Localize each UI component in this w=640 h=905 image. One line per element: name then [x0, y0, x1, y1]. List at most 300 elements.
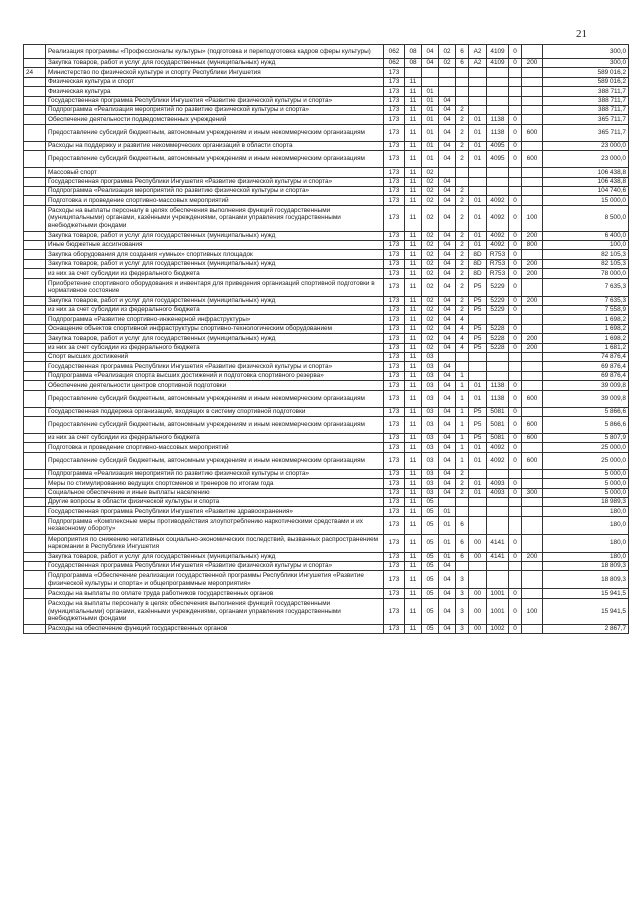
code-subprogram: 2	[456, 196, 469, 205]
row-name: Подпрограмма «Реализация мероприятий по развитию физической культуры и спорта»	[46, 105, 384, 114]
row-name: из них за счет субсидии из федерального бюджета	[46, 306, 384, 315]
table-row	[24, 306, 629, 315]
code-subprogram: 6	[456, 45, 469, 59]
code-direction: 4092	[487, 241, 509, 250]
code-section: 11	[405, 296, 422, 305]
row-name: Расходы на выплаты персоналу в целях обеспечения выполнения функций государственными (муниципальными) органами, казёнными учреждениями, органами управления государственными внебюджетными фондами	[46, 205, 384, 231]
code-gov: 173	[384, 177, 405, 186]
code-gov: 173	[384, 479, 405, 488]
row-name: Другие вопросы в области физической культуры и спорта	[46, 497, 384, 506]
code-subprogram: 2	[456, 186, 469, 195]
code-expense-type	[522, 534, 543, 552]
code-section: 11	[405, 497, 422, 506]
code-main-event	[469, 371, 487, 380]
row-amount: 5 866,6	[543, 407, 629, 416]
code-subprogram	[456, 352, 469, 361]
code-section: 11	[405, 259, 422, 268]
row-amount: 39 009,8	[543, 381, 629, 390]
row-amount: 388 711,7	[543, 105, 629, 114]
code-subprogram: 1	[456, 407, 469, 416]
code-expense-type: 200	[522, 269, 543, 278]
row-amount: 104 740,6	[543, 186, 629, 195]
code-subsection: 04	[422, 59, 439, 68]
code-gov: 173	[384, 390, 405, 407]
row-number	[24, 516, 46, 534]
code-gov: 173	[384, 96, 405, 105]
code-gov: 173	[384, 151, 405, 168]
code-expense-type	[522, 362, 543, 371]
row-amount: 25 000,0	[543, 452, 629, 469]
code-section: 11	[405, 77, 422, 86]
code-extra: 0	[509, 115, 522, 124]
code-gov: 173	[384, 77, 405, 86]
code-main-event: 01	[469, 151, 487, 168]
code-program: 04	[439, 469, 456, 478]
code-section: 11	[405, 186, 422, 195]
row-name: Закупка товаров, работ и услуг для государственных (муниципальных) нужд	[46, 296, 384, 305]
row-amount: 180,0	[543, 516, 629, 534]
code-subprogram	[456, 177, 469, 186]
code-extra	[509, 96, 522, 105]
code-extra: 0	[509, 151, 522, 168]
row-name: Подпрограмма «Реализация спорта высших достижений и подготовка спортивного резерва»	[46, 371, 384, 380]
code-subprogram: 2	[456, 269, 469, 278]
code-subsection: 03	[422, 443, 439, 452]
code-gov: 062	[384, 59, 405, 68]
code-program: 02	[439, 45, 456, 59]
code-section: 11	[405, 598, 422, 624]
row-amount: 1 698,2	[543, 334, 629, 343]
code-expense-type	[522, 87, 543, 96]
row-amount: 5 000,0	[543, 469, 629, 478]
code-subsection: 03	[422, 390, 439, 407]
code-expense-type	[522, 196, 543, 205]
code-extra	[509, 315, 522, 324]
code-expense-type: 200	[522, 343, 543, 352]
code-program: 04	[439, 296, 456, 305]
code-section: 11	[405, 151, 422, 168]
code-subsection: 02	[422, 296, 439, 305]
code-direction: 4093	[487, 488, 509, 497]
row-amount: 78 000,0	[543, 269, 629, 278]
code-main-event	[469, 315, 487, 324]
code-expense-type	[522, 324, 543, 333]
row-amount: 388 711,7	[543, 96, 629, 105]
code-program: 04	[439, 306, 456, 315]
code-subsection: 05	[422, 534, 439, 552]
row-name: Закупка товаров, работ и услуг для государственных (муниципальных) нужд	[46, 59, 384, 68]
code-extra: 0	[509, 479, 522, 488]
code-expense-type: 800	[522, 241, 543, 250]
row-name: Государственная программа Республики Ингушетия «Развитие физической культуры и спорта»	[46, 177, 384, 186]
code-gov: 173	[384, 205, 405, 231]
code-extra: 0	[509, 324, 522, 333]
row-name: Предоставление субсидий бюджетным, автономным учреждениям и иным некоммерческим организациям	[46, 416, 384, 433]
code-expense-type	[522, 115, 543, 124]
row-number	[24, 124, 46, 141]
code-subsection: 02	[422, 278, 439, 296]
code-direction: 1138	[487, 381, 509, 390]
code-expense-type	[522, 168, 543, 177]
table-row	[24, 469, 629, 478]
row-name: Обеспечение деятельности подведомственных учреждений	[46, 115, 384, 124]
code-subsection: 05	[422, 598, 439, 624]
code-section: 11	[405, 507, 422, 516]
row-name: Спорт высших достижений	[46, 352, 384, 361]
code-subsection: 02	[422, 250, 439, 259]
row-number	[24, 196, 46, 205]
code-section: 11	[405, 177, 422, 186]
table-row	[24, 68, 629, 77]
code-gov: 173	[384, 186, 405, 195]
code-main-event	[469, 516, 487, 534]
code-section: 11	[405, 479, 422, 488]
code-gov: 173	[384, 589, 405, 598]
code-gov: 173	[384, 259, 405, 268]
code-direction	[487, 315, 509, 324]
table-row	[24, 59, 629, 68]
code-direction: 4092	[487, 196, 509, 205]
code-expense-type	[522, 407, 543, 416]
code-gov: 173	[384, 343, 405, 352]
code-gov: 173	[384, 269, 405, 278]
row-amount: 388 711,7	[543, 87, 629, 96]
code-subprogram: 4	[456, 315, 469, 324]
code-main-event: 01	[469, 115, 487, 124]
code-extra: 0	[509, 296, 522, 305]
table-row	[24, 296, 629, 305]
code-program: 04	[439, 186, 456, 195]
row-name: Подготовка и проведение спортивно-массовых мероприятий	[46, 443, 384, 452]
code-subsection: 02	[422, 334, 439, 343]
code-main-event	[469, 571, 487, 589]
code-program: 04	[439, 381, 456, 390]
code-subsection: 02	[422, 196, 439, 205]
row-amount: 74 876,4	[543, 352, 629, 361]
code-section: 11	[405, 352, 422, 361]
code-direction: 4095	[487, 141, 509, 150]
row-name: Подпрограмма «Обеспечение реализации государственной программы Республики Ингушетия «Развитие физической культуры и спорта» и общепрограммные мероприятия»	[46, 571, 384, 589]
code-subsection: 03	[422, 416, 439, 433]
code-section: 11	[405, 306, 422, 315]
code-subsection: 02	[422, 259, 439, 268]
code-direction: 4092	[487, 231, 509, 240]
row-amount: 1 698,2	[543, 324, 629, 333]
table-row	[24, 177, 629, 186]
code-extra: 0	[509, 269, 522, 278]
row-number	[24, 231, 46, 240]
code-extra: 0	[509, 488, 522, 497]
row-name: Министерство по физической культуре и спорту Республики Ингушетия	[46, 68, 384, 77]
code-extra	[509, 562, 522, 571]
row-number	[24, 151, 46, 168]
code-program: 04	[439, 315, 456, 324]
table-row	[24, 315, 629, 324]
code-direction	[487, 571, 509, 589]
row-name: Государственная программа Республики Ингушетия «Развитие физической культуры и спорта»	[46, 362, 384, 371]
code-subsection: 05	[422, 589, 439, 598]
row-name: Подпрограмма «Развитие спортивно-инженерной инфраструктуры»	[46, 315, 384, 324]
code-program: 04	[439, 571, 456, 589]
code-gov: 173	[384, 334, 405, 343]
code-program: 04	[439, 151, 456, 168]
code-section: 11	[405, 334, 422, 343]
row-amount: 18 809,3	[543, 571, 629, 589]
code-gov: 173	[384, 105, 405, 114]
table-row	[24, 407, 629, 416]
row-number	[24, 552, 46, 561]
code-section: 11	[405, 390, 422, 407]
code-expense-type	[522, 177, 543, 186]
code-direction: 5229	[487, 278, 509, 296]
row-number	[24, 315, 46, 324]
code-subsection: 02	[422, 186, 439, 195]
row-amount: 365 711,7	[543, 124, 629, 141]
code-section: 11	[405, 124, 422, 141]
row-name: Приобретение спортивного оборудования и инвентаря для приведения организаций спортивной подготовки в нормативное состояние	[46, 278, 384, 296]
code-direction: R753	[487, 269, 509, 278]
code-subprogram: 1	[456, 443, 469, 452]
table-row	[24, 624, 629, 633]
code-program: 04	[439, 343, 456, 352]
code-expense-type	[522, 186, 543, 195]
code-direction: 5081	[487, 433, 509, 442]
row-amount: 82 105,3	[543, 259, 629, 268]
row-amount: 589 016,2	[543, 68, 629, 77]
code-extra: 0	[509, 306, 522, 315]
code-main-event: 8D	[469, 259, 487, 268]
row-number	[24, 497, 46, 506]
code-extra: 0	[509, 124, 522, 141]
code-subprogram	[456, 96, 469, 105]
code-direction: 4092	[487, 452, 509, 469]
row-amount: 15 000,0	[543, 196, 629, 205]
row-number	[24, 259, 46, 268]
code-subsection: 01	[422, 96, 439, 105]
code-expense-type: 600	[522, 433, 543, 442]
code-section: 11	[405, 452, 422, 469]
code-section: 11	[405, 168, 422, 177]
code-gov: 173	[384, 598, 405, 624]
code-expense-type	[522, 45, 543, 59]
code-program: 04	[439, 452, 456, 469]
code-program: 04	[439, 205, 456, 231]
code-subprogram	[456, 68, 469, 77]
code-section: 11	[405, 407, 422, 416]
code-expense-type	[522, 96, 543, 105]
code-direction	[487, 371, 509, 380]
code-direction: 4095	[487, 151, 509, 168]
code-main-event	[469, 352, 487, 361]
row-name: Закупка товаров, работ и услуг для государственных (муниципальных) нужд	[46, 259, 384, 268]
code-expense-type	[522, 278, 543, 296]
code-expense-type: 600	[522, 151, 543, 168]
code-section: 11	[405, 552, 422, 561]
code-section: 11	[405, 371, 422, 380]
code-main-event: 01	[469, 141, 487, 150]
code-expense-type: 200	[522, 231, 543, 240]
code-extra: 0	[509, 452, 522, 469]
table-row	[24, 433, 629, 442]
row-name: Предоставление субсидий бюджетным, автономным учреждениям и иным некоммерческим организациям	[46, 390, 384, 407]
code-subsection: 05	[422, 562, 439, 571]
code-gov: 173	[384, 507, 405, 516]
row-number	[24, 381, 46, 390]
row-name: Закупка товаров, работ и услуг для государственных (муниципальных) нужд	[46, 334, 384, 343]
code-program: 01	[439, 516, 456, 534]
code-section: 11	[405, 278, 422, 296]
code-subprogram: 2	[456, 479, 469, 488]
code-section: 11	[405, 241, 422, 250]
code-subprogram: 1	[456, 433, 469, 442]
code-section: 11	[405, 87, 422, 96]
row-name: Реализация программы «Профессионалы культуры» (подготовка и переподготовка кадров сферы культуры)	[46, 45, 384, 59]
table-row	[24, 507, 629, 516]
budget-table	[23, 44, 629, 634]
code-expense-type	[522, 77, 543, 86]
page-number: 21	[576, 28, 587, 40]
code-program: 04	[439, 433, 456, 442]
code-section: 11	[405, 488, 422, 497]
code-direction: R753	[487, 259, 509, 268]
code-subprogram: 3	[456, 571, 469, 589]
code-gov: 173	[384, 534, 405, 552]
code-expense-type: 100	[522, 598, 543, 624]
code-program: 04	[439, 115, 456, 124]
code-main-event: 01	[469, 390, 487, 407]
code-expense-type: 200	[522, 259, 543, 268]
row-number	[24, 334, 46, 343]
row-amount: 5 000,0	[543, 488, 629, 497]
code-subsection: 02	[422, 315, 439, 324]
row-name: Физическая культура	[46, 87, 384, 96]
code-subprogram	[456, 507, 469, 516]
row-number	[24, 452, 46, 469]
code-main-event: P5	[469, 306, 487, 315]
code-extra	[509, 105, 522, 114]
row-name: Подготовка и проведение спортивно-массовых мероприятий	[46, 196, 384, 205]
row-amount: 106 438,8	[543, 168, 629, 177]
code-program	[439, 352, 456, 361]
code-program: 04	[439, 416, 456, 433]
row-amount: 82 105,3	[543, 250, 629, 259]
row-number	[24, 45, 46, 59]
code-subsection: 03	[422, 371, 439, 380]
code-extra	[509, 177, 522, 186]
code-subprogram: 2	[456, 105, 469, 114]
code-subsection: 05	[422, 552, 439, 561]
code-section: 11	[405, 343, 422, 352]
code-direction: 1001	[487, 589, 509, 598]
row-name: Расходы на обеспечение функций государственных органов	[46, 624, 384, 633]
code-subsection: 03	[422, 452, 439, 469]
code-expense-type	[522, 624, 543, 633]
table-row	[24, 479, 629, 488]
table-row	[24, 334, 629, 343]
code-section: 11	[405, 516, 422, 534]
code-section: 11	[405, 105, 422, 114]
code-gov: 173	[384, 231, 405, 240]
code-subsection: 05	[422, 571, 439, 589]
row-name: из них за счет субсидии из федерального бюджета	[46, 269, 384, 278]
row-name: Государственная программа Республики Ингушетия «Развитие физической культуры и спорта»	[46, 562, 384, 571]
code-expense-type	[522, 507, 543, 516]
code-program: 04	[439, 269, 456, 278]
code-subprogram: 1	[456, 452, 469, 469]
code-expense-type: 200	[522, 552, 543, 561]
code-extra: 0	[509, 598, 522, 624]
code-program: 04	[439, 390, 456, 407]
code-subsection	[422, 68, 439, 77]
row-amount: 18 989,3	[543, 497, 629, 506]
code-extra: 0	[509, 534, 522, 552]
code-subprogram: 3	[456, 598, 469, 624]
table-row	[24, 231, 629, 240]
code-main-event: 01	[469, 196, 487, 205]
code-subprogram	[456, 168, 469, 177]
code-main-event: 01	[469, 443, 487, 452]
row-amount: 7 558,9	[543, 306, 629, 315]
row-number	[24, 343, 46, 352]
code-main-event: P5	[469, 324, 487, 333]
code-expense-type: 600	[522, 124, 543, 141]
row-number	[24, 390, 46, 407]
code-program: 04	[439, 334, 456, 343]
code-gov: 173	[384, 362, 405, 371]
row-amount: 2 867,7	[543, 624, 629, 633]
code-subprogram: 6	[456, 59, 469, 68]
code-main-event: 00	[469, 598, 487, 624]
table-row	[24, 343, 629, 352]
code-main-event: P5	[469, 296, 487, 305]
code-direction	[487, 507, 509, 516]
code-extra	[509, 87, 522, 96]
code-program: 04	[439, 259, 456, 268]
row-name: Закупка оборудования для создания «умных» спортивных площадок	[46, 250, 384, 259]
table-row	[24, 87, 629, 96]
code-subsection: 02	[422, 231, 439, 240]
code-subprogram: 3	[456, 624, 469, 633]
code-subsection: 03	[422, 381, 439, 390]
code-program: 04	[439, 177, 456, 186]
code-section: 11	[405, 269, 422, 278]
code-gov: 173	[384, 416, 405, 433]
code-expense-type	[522, 141, 543, 150]
code-subprogram: 2	[456, 115, 469, 124]
code-subsection: 01	[422, 141, 439, 150]
row-number	[24, 87, 46, 96]
code-program: 04	[439, 624, 456, 633]
code-extra: 0	[509, 343, 522, 352]
table-row	[24, 259, 629, 268]
code-extra	[509, 371, 522, 380]
code-direction	[487, 96, 509, 105]
code-subprogram: 2	[456, 151, 469, 168]
code-main-event	[469, 177, 487, 186]
row-amount: 1 698,2	[543, 315, 629, 324]
row-amount: 5 866,6	[543, 416, 629, 433]
table-row	[24, 96, 629, 105]
code-expense-type: 200	[522, 296, 543, 305]
row-amount: 23 000,0	[543, 151, 629, 168]
code-expense-type	[522, 352, 543, 361]
table-row	[24, 516, 629, 534]
row-number	[24, 571, 46, 589]
row-number	[24, 269, 46, 278]
code-subprogram	[456, 562, 469, 571]
row-name: Меры по стимулированию ведущих спортсменов и тренеров по итогам года	[46, 479, 384, 488]
row-amount: 1 681,2	[543, 343, 629, 352]
